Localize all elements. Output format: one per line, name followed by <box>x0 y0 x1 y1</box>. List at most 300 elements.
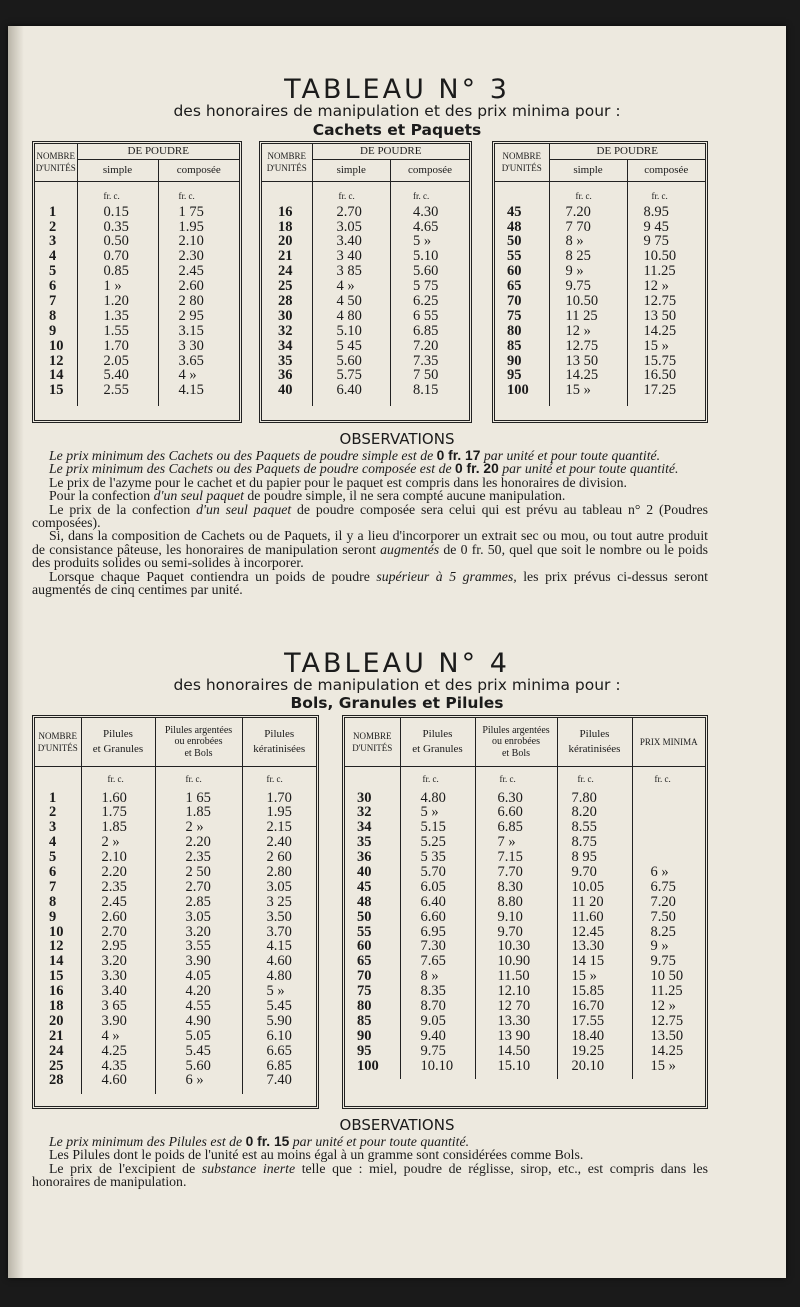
cell-simple: 0.50 <box>103 233 129 250</box>
cell-a: 5.45 <box>185 1042 211 1059</box>
cell-m: 15 » <box>650 1057 676 1074</box>
cell-p: 6.05 <box>420 878 446 895</box>
cell-composee: 8.15 <box>413 382 439 399</box>
cell-k: 9.70 <box>571 863 597 880</box>
cell-a: 10.90 <box>497 953 531 970</box>
cell-simple: 0.70 <box>103 248 129 265</box>
tableau-3-table-1 <box>35 144 239 406</box>
cell-composee: 10.50 <box>643 248 677 265</box>
cell-k: 3.70 <box>266 923 292 940</box>
cell-simple: 0.85 <box>103 263 129 280</box>
cell-m: 13.50 <box>650 1027 684 1044</box>
cell-a: 4.20 <box>185 983 211 1000</box>
cell-nombre: 45 <box>507 203 522 220</box>
observation-text: Le prix minimum des Pilules est de <box>49 1134 246 1149</box>
cell-composee: 17.25 <box>643 382 677 399</box>
cell-simple: 1.20 <box>103 293 129 310</box>
observation-text: de poudre composée sera celui qui est prévu au tableau n° 2 (Poudres composées). <box>32 501 708 531</box>
cell-a: 2.35 <box>185 849 211 866</box>
cell-k: 2 60 <box>266 849 292 866</box>
cell-p: 9.05 <box>420 1012 446 1029</box>
cell-simple: 0.15 <box>103 203 129 220</box>
cell-m: 12 » <box>650 997 676 1014</box>
cell-n: 14 <box>49 953 64 970</box>
cell-a: 5.05 <box>185 1027 211 1044</box>
cell-composee: 4.15 <box>178 382 204 399</box>
cell-a: 1.85 <box>185 804 211 821</box>
cell-p: 2.60 <box>101 908 127 925</box>
cell-p: 2.20 <box>101 863 127 880</box>
tableau-3-observations-title: OBSERVATIONS <box>339 430 455 448</box>
cell-k: 10.05 <box>571 878 605 895</box>
tableau-3-box-1 <box>32 141 242 423</box>
cell-k: 1.95 <box>266 804 292 821</box>
cell-n: 9 <box>49 908 57 925</box>
cell-composee: 6.25 <box>413 293 439 310</box>
tableau-3-table-2 <box>262 144 469 406</box>
col-header-keratinisees: Pilules kératinisées <box>557 718 632 766</box>
cell-simple: 7 70 <box>565 218 591 235</box>
observation-text: Si, dans la composition de Cachets ou de Paquets, il y a lieu d'incorporer un extrait sec ou mou, ou tout autre produit de consistance pâteuse, les honoraires de manipulation seront <box>32 528 708 557</box>
cell-n: 95 <box>357 1042 372 1059</box>
cell-simple: 5.10 <box>336 322 362 339</box>
cell-a: 6.30 <box>497 789 523 806</box>
col-header-nombre: NOMBRE D'UNITÉS <box>35 144 77 181</box>
cell-simple: 2.05 <box>103 352 129 369</box>
cell-p: 6.60 <box>420 908 446 925</box>
cell-p: 3 65 <box>101 997 127 1014</box>
cell-a: 4.55 <box>185 997 211 1014</box>
observation-text: Les Pilules dont le poids de l'unité est au moins égal à un gramme sont considérées comme Bols. <box>49 1147 584 1163</box>
cell-a: 2 50 <box>185 863 211 880</box>
cell-n: 28 <box>49 1072 64 1089</box>
unit-label: fr. c. <box>103 190 120 201</box>
cell-a: 3.05 <box>185 908 211 925</box>
cell-n: 16 <box>49 983 64 1000</box>
page <box>8 26 786 1278</box>
observation-paragraph <box>32 476 708 489</box>
cell-nombre: 90 <box>507 352 522 369</box>
cell-composee: 7 50 <box>413 367 439 384</box>
cell-composee: 3 30 <box>178 337 204 354</box>
cell-k: 18.40 <box>571 1027 605 1044</box>
cell-m: 6 » <box>650 863 669 880</box>
observation-text: d'un seul paquet <box>196 501 292 517</box>
cell-n: 65 <box>357 953 372 970</box>
cell-simple: 3.40 <box>336 233 362 250</box>
cell-nombre: 65 <box>507 278 522 295</box>
cell-p: 4.35 <box>101 1057 127 1074</box>
cell-k: 12.45 <box>571 923 605 940</box>
cell-p: 7.30 <box>420 938 446 955</box>
cell-a: 13.30 <box>497 1012 531 1029</box>
observation-paragraph <box>32 1162 708 1189</box>
cell-a: 6 » <box>185 1072 204 1089</box>
tableau-3-box-2 <box>259 141 472 423</box>
cell-k: 14 15 <box>571 953 605 970</box>
tableau-4-title: TABLEAU N° 4 <box>284 648 510 679</box>
cell-composee: 2.10 <box>178 233 204 250</box>
cell-n: 32 <box>357 804 372 821</box>
cell-composee: 1.95 <box>178 218 204 235</box>
col-header-argentees: Pilules argentées ou enrobées et Bols <box>155 718 242 766</box>
cell-composee: 6.85 <box>413 322 439 339</box>
cell-p: 3.40 <box>101 983 127 1000</box>
tableau-3-title: TABLEAU N° 3 <box>284 74 510 105</box>
cell-nombre: 12 <box>49 352 64 369</box>
cell-k: 6.10 <box>266 1027 292 1044</box>
cell-simple: 10.50 <box>565 293 599 310</box>
cell-composee: 1 75 <box>178 203 204 220</box>
cell-simple: 5.40 <box>103 367 129 384</box>
cell-a: 9.10 <box>497 908 523 925</box>
cell-p: 5.15 <box>420 819 446 836</box>
cell-n: 55 <box>357 923 372 940</box>
observation-paragraph <box>32 1148 708 1161</box>
cell-n: 2 <box>49 804 57 821</box>
observation-text: par unité et pour toute quantité. <box>289 1134 470 1149</box>
cell-m: 14.25 <box>650 1042 684 1059</box>
observation-text: Le prix de la confection <box>49 501 197 517</box>
cell-k: 4.80 <box>266 968 292 985</box>
cell-p: 9.40 <box>420 1027 446 1044</box>
cell-k: 8.20 <box>571 804 597 821</box>
cell-simple: 1.55 <box>103 322 129 339</box>
cell-nombre: 55 <box>507 248 522 265</box>
unit-label: fr. c. <box>422 773 439 784</box>
tableau-4-subtitle-bold: Bols, Granules et Pilules <box>290 694 504 712</box>
cell-composee: 5 75 <box>413 278 439 295</box>
cell-composee: 4.30 <box>413 203 439 220</box>
cell-p: 8.35 <box>420 983 446 1000</box>
cell-p: 1.75 <box>101 804 127 821</box>
cell-p: 2 » <box>101 834 120 851</box>
observation-text: d'un seul paquet <box>153 488 244 504</box>
col-header-nombre: NOMBRE D'UNITÉS <box>345 718 400 766</box>
cell-simple: 6.40 <box>336 382 362 399</box>
observation-text: de poudre simple, il ne sera compté aucune manipulation. <box>243 488 566 504</box>
cell-nombre: 70 <box>507 293 522 310</box>
cell-simple: 2.55 <box>103 382 129 399</box>
cell-p: 8 » <box>420 968 439 985</box>
cell-nombre: 36 <box>278 367 293 384</box>
cell-n: 80 <box>357 997 372 1014</box>
cell-nombre: 15 <box>49 382 64 399</box>
cell-simple: 1 » <box>103 278 122 295</box>
cell-m: 7.50 <box>650 908 676 925</box>
cell-p: 9.75 <box>420 1042 446 1059</box>
cell-n: 48 <box>357 893 372 910</box>
cell-simple: 5.60 <box>336 352 362 369</box>
cell-nombre: 10 <box>49 337 64 354</box>
observation-text: Lorsque chaque Paquet contiendra un poids de poudre <box>49 568 377 584</box>
cell-p: 1.85 <box>101 819 127 836</box>
cell-n: 34 <box>357 819 372 836</box>
cell-n: 50 <box>357 908 372 925</box>
cell-k: 15.85 <box>571 983 605 1000</box>
col-header-pilules: Pilules et Granules <box>400 718 475 766</box>
observation-text: de 0 fr. 50, quel que soit le nombre ou le poids des produits solides ou semi-solides à incorporer. <box>32 541 708 571</box>
cell-m: 9 » <box>650 938 669 955</box>
cell-p: 4.60 <box>101 1072 127 1089</box>
cell-n: 30 <box>357 789 372 806</box>
cell-p: 5.25 <box>420 834 446 851</box>
col-header-composee: composée <box>627 159 705 181</box>
cell-composee: 2.45 <box>178 263 204 280</box>
col-header-nombre: NOMBRE D'UNITÉS <box>35 718 81 766</box>
observation-text: 0 fr. 15 <box>245 1134 290 1149</box>
unit-label: fr. c. <box>266 773 283 784</box>
cell-simple: 13 50 <box>565 352 599 369</box>
cell-simple: 9.75 <box>565 278 591 295</box>
cell-composee: 16.50 <box>643 367 677 384</box>
col-header-nombre: NOMBRE D'UNITÉS <box>495 144 549 181</box>
tableau-4-observations <box>32 1135 708 1189</box>
cell-composee: 3.15 <box>178 322 204 339</box>
observation-text: telle que : miel, poudre de réglisse, sirop, etc., est compris dans les honoraires de manipulation. <box>32 1160 709 1190</box>
cell-a: 2 » <box>185 819 204 836</box>
cell-simple: 12.75 <box>565 337 599 354</box>
cell-nombre: 8 <box>49 307 57 324</box>
cell-m: 9.75 <box>650 953 676 970</box>
cell-composee: 2.30 <box>178 248 204 265</box>
observation-paragraph <box>32 529 708 569</box>
observation-text: Le prix minimum des Cachets ou des Paquets de poudre composée est de <box>49 461 456 477</box>
cell-p: 2.35 <box>101 878 127 895</box>
cell-simple: 11 25 <box>565 307 598 324</box>
cell-nombre: 80 <box>507 322 522 339</box>
col-header-simple: simple <box>312 159 391 181</box>
cell-simple: 4 » <box>336 278 355 295</box>
col-header-composee: composée <box>158 159 239 181</box>
cell-nombre: 35 <box>278 352 293 369</box>
tableau-3-observations <box>32 449 708 596</box>
cell-composee: 2 80 <box>178 293 204 310</box>
cell-nombre: 30 <box>278 307 293 324</box>
unit-label: fr. c. <box>577 773 594 784</box>
cell-n: 7 <box>49 878 57 895</box>
unit-label: fr. c. <box>185 773 202 784</box>
cell-n: 21 <box>49 1027 64 1044</box>
cell-k: 11 20 <box>571 893 604 910</box>
observation-text: augmentés <box>380 541 440 557</box>
cell-simple: 1.35 <box>103 307 129 324</box>
cell-composee: 5.10 <box>413 248 439 265</box>
cell-composee: 6 55 <box>413 307 439 324</box>
cell-k: 1.70 <box>266 789 292 806</box>
cell-p: 4.80 <box>420 789 446 806</box>
cell-composee: 7.35 <box>413 352 439 369</box>
cell-n: 60 <box>357 938 372 955</box>
tableau-3-box-3 <box>492 141 708 423</box>
cell-nombre: 6 <box>49 278 57 295</box>
cell-m: 12.75 <box>650 1012 684 1029</box>
cell-n: 3 <box>49 819 57 836</box>
cell-k: 6.65 <box>266 1042 292 1059</box>
cell-m: 6.75 <box>650 878 676 895</box>
observation-text: 0 fr. 20 <box>455 461 499 477</box>
cell-nombre: 95 <box>507 367 522 384</box>
cell-m: 10 50 <box>650 968 684 985</box>
cell-composee: 15.75 <box>643 352 677 369</box>
cell-k: 2.15 <box>266 819 292 836</box>
cell-k: 8.55 <box>571 819 597 836</box>
cell-k: 20.10 <box>571 1057 605 1074</box>
cell-p: 2.95 <box>101 938 127 955</box>
cell-a: 1 65 <box>185 789 211 806</box>
cell-p: 1.60 <box>101 789 127 806</box>
cell-m <box>651 791 706 806</box>
col-header-poudre: DE POUDRE <box>549 144 705 159</box>
cell-simple: 5 45 <box>336 337 362 354</box>
cell-n: 10 <box>49 923 64 940</box>
cell-a: 7 » <box>497 834 516 851</box>
cell-a: 3.20 <box>185 923 211 940</box>
col-header-composee: composée <box>391 159 470 181</box>
col-header-poudre: DE POUDRE <box>77 144 239 159</box>
cell-p: 10.10 <box>420 1057 454 1074</box>
cell-k: 15 » <box>571 968 597 985</box>
cell-a: 11.50 <box>497 968 530 985</box>
col-header-pilules: Pilules et Granules <box>81 718 155 766</box>
cell-simple: 9 » <box>565 263 584 280</box>
observation-paragraph <box>32 489 708 502</box>
cell-composee: 11.25 <box>643 263 676 280</box>
col-header-simple: simple <box>77 159 158 181</box>
observation-text: Le prix de l'azyme pour le cachet et du papier pour le paquet est compris dans les honoraires de division. <box>49 474 627 490</box>
cell-p: 6.40 <box>420 893 446 910</box>
cell-simple: 8 25 <box>565 248 591 265</box>
cell-n: 1 <box>49 789 57 806</box>
cell-k: 5.45 <box>266 997 292 1014</box>
cell-nombre: 3 <box>49 233 57 250</box>
cell-simple: 3.05 <box>336 218 362 235</box>
cell-nombre: 16 <box>278 203 293 220</box>
col-header-argentees: Pilules argentées ou enrobées et Bols <box>475 718 557 766</box>
cell-composee: 2.60 <box>178 278 204 295</box>
cell-nombre: 50 <box>507 233 522 250</box>
cell-composee: 7.20 <box>413 337 439 354</box>
unit-label: fr. c. <box>338 190 355 201</box>
cell-a: 13 90 <box>497 1027 531 1044</box>
cell-simple: 1.70 <box>103 337 129 354</box>
observation-text: Le prix de l'excipient de <box>49 1160 202 1176</box>
cell-n: 20 <box>49 1012 64 1029</box>
col-header-nombre: NOMBRE D'UNITÉS <box>262 144 312 181</box>
cell-k: 13.30 <box>571 938 605 955</box>
cell-k: 19.25 <box>571 1042 605 1059</box>
cell-n: 45 <box>357 878 372 895</box>
cell-nombre: 48 <box>507 218 522 235</box>
cell-simple: 0.35 <box>103 218 129 235</box>
cell-p: 2.70 <box>101 923 127 940</box>
cell-k: 8 95 <box>571 849 597 866</box>
observation-text: substance inerte <box>201 1160 296 1176</box>
observation-text: par unité et pour toute quantité. <box>498 461 679 477</box>
observation-text: Le prix minimum des Cachets ou des Paquets de poudre simple est de <box>49 448 437 463</box>
unit-label: fr. c. <box>654 773 671 784</box>
observation-paragraph <box>32 462 708 475</box>
cell-a: 6.60 <box>497 804 523 821</box>
cell-p: 3.30 <box>101 968 127 985</box>
cell-simple: 15 » <box>565 382 591 399</box>
cell-composee: 3.65 <box>178 352 204 369</box>
cell-m: 7.20 <box>650 893 676 910</box>
cell-a: 3.90 <box>185 953 211 970</box>
observation-paragraph <box>32 1135 708 1148</box>
cell-k: 8.75 <box>571 834 597 851</box>
cell-composee: 9 45 <box>643 218 669 235</box>
cell-nombre: 28 <box>278 293 293 310</box>
col-header-poudre: DE POUDRE <box>312 144 469 159</box>
cell-k: 11.60 <box>571 908 604 925</box>
unit-label: fr. c. <box>178 190 195 201</box>
cell-nombre: 2 <box>49 218 57 235</box>
cell-a: 2.85 <box>185 893 211 910</box>
cell-n: 100 <box>357 1057 379 1074</box>
cell-k: 6.85 <box>266 1057 292 1074</box>
cell-composee: 12 » <box>643 278 669 295</box>
cell-k: 16.70 <box>571 997 605 1014</box>
cell-simple: 7.20 <box>565 203 591 220</box>
cell-n: 75 <box>357 983 372 1000</box>
cell-a: 7.15 <box>497 849 523 866</box>
cell-composee: 5 » <box>413 233 432 250</box>
cell-p: 6.95 <box>420 923 446 940</box>
cell-n: 35 <box>357 834 372 851</box>
cell-m: 8.25 <box>650 923 676 940</box>
observation-text: supérieur à 5 grammes, <box>376 568 517 584</box>
cell-nombre: 18 <box>278 218 293 235</box>
cell-n: 40 <box>357 863 372 880</box>
cell-a: 6.85 <box>497 819 523 836</box>
cell-n: 24 <box>49 1042 64 1059</box>
cell-p: 7.65 <box>420 953 446 970</box>
cell-m: 11.25 <box>650 983 683 1000</box>
cell-m <box>651 850 706 865</box>
cell-k: 5.90 <box>266 1012 292 1029</box>
cell-n: 15 <box>49 968 64 985</box>
tableau-4-observations-title: OBSERVATIONS <box>339 1116 455 1134</box>
unit-label: fr. c. <box>651 190 668 201</box>
cell-p: 3.90 <box>101 1012 127 1029</box>
cell-simple: 8 » <box>565 233 584 250</box>
cell-nombre: 34 <box>278 337 293 354</box>
observation-text: les prix prévus ci-dessus seront augmentés de cinq centimes par unité. <box>32 568 708 598</box>
cell-simple: 4 50 <box>336 293 362 310</box>
cell-p: 4.25 <box>101 1042 127 1059</box>
cell-m <box>651 820 706 835</box>
cell-k: 5 » <box>266 983 285 1000</box>
cell-composee: 4 » <box>178 367 197 384</box>
cell-simple: 3 40 <box>336 248 362 265</box>
cell-n: 25 <box>49 1057 64 1074</box>
cell-n: 12 <box>49 938 64 955</box>
cell-p: 5.70 <box>420 863 446 880</box>
cell-n: 70 <box>357 968 372 985</box>
cell-a: 3.55 <box>185 938 211 955</box>
cell-p: 3.20 <box>101 953 127 970</box>
unit-label: fr. c. <box>107 773 124 784</box>
unit-label: fr. c. <box>575 190 592 201</box>
cell-k: 4.60 <box>266 953 292 970</box>
col-header-simple: simple <box>549 159 627 181</box>
cell-nombre: 5 <box>49 263 57 280</box>
cell-nombre: 1 <box>49 203 57 220</box>
cell-n: 36 <box>357 849 372 866</box>
tableau-4-table-right <box>345 718 705 1079</box>
cell-n: 85 <box>357 1012 372 1029</box>
